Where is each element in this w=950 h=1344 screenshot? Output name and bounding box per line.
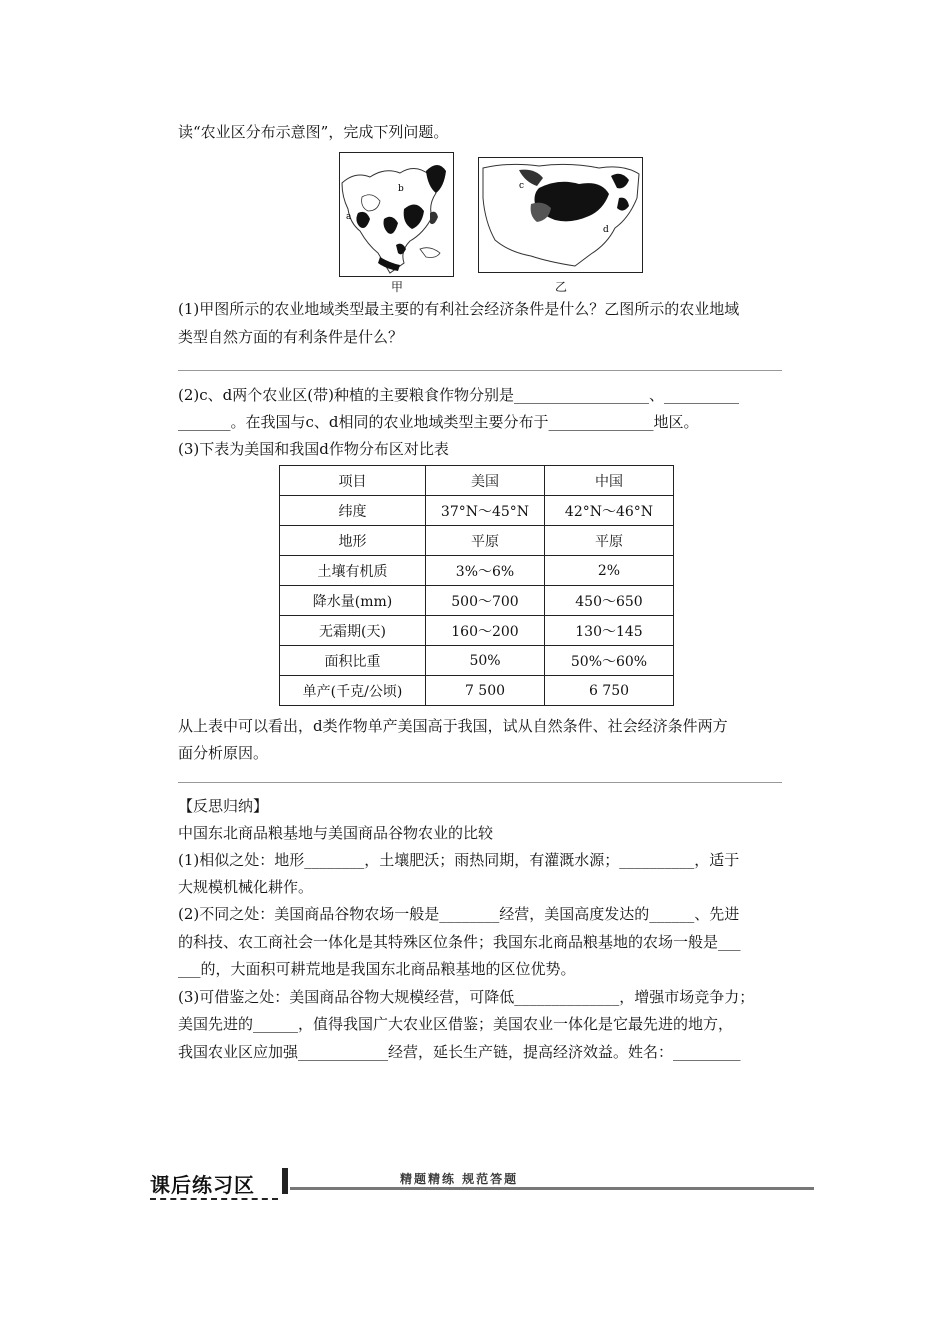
summary-title: 【反思归纳】	[178, 797, 269, 815]
summary-line: (1)相似之处：地形________，土壤肥沃；雨热同期，有灌溉水源；__________，适于	[178, 851, 740, 869]
map-label-c: c	[519, 181, 525, 191]
summary-line: ___的，大面积可耕荒地是我国东北商品粮基地的区位优势。	[178, 960, 576, 978]
table-cell: 50%～60%	[545, 646, 674, 676]
table-cell: 42°N～46°N	[545, 496, 674, 526]
summary-line: 的科技、农工商社会一体化是其特殊区位条件；我国东北商品粮基地的农场一般是___	[178, 933, 741, 951]
table-header-cell: 项目	[280, 466, 426, 496]
table-cell: 无霜期(天)	[280, 616, 426, 646]
table-cell: 6 750	[545, 676, 674, 706]
table-cell: 50%	[426, 646, 545, 676]
map-label-b: b	[398, 184, 404, 194]
table-cell: 地形	[280, 526, 426, 556]
table-header-cell: 美国	[426, 466, 545, 496]
q3-after-line2: 面分析原因。	[178, 744, 269, 762]
map-label-d: d	[603, 225, 609, 235]
table-cell: 土壤有机质	[280, 556, 426, 586]
section-title: 课后练习区	[150, 1173, 255, 1197]
section-slogan: 精题精练 规范答题	[400, 1172, 519, 1186]
table-row	[280, 676, 674, 706]
table-cell: 450～650	[545, 586, 674, 616]
map-jia-caption: 甲	[391, 280, 404, 294]
table-cell: 面积比重	[280, 646, 426, 676]
table-row	[280, 526, 674, 556]
q2-line1: (2)c、d两个农业区(带)种植的主要粮食作物分别是__________________、__________	[178, 386, 739, 404]
table-cell: 平原	[426, 526, 545, 556]
table-cell: 130～145	[545, 616, 674, 646]
table-row	[280, 496, 674, 526]
q2-line2: _______。在我国与c、d相同的农业地域类型主要分布于______________地区。	[178, 413, 699, 431]
table-cell: 2%	[545, 556, 674, 586]
table-cell: 纬度	[280, 496, 426, 526]
answer-line-1	[178, 370, 782, 371]
table-cell: 降水量(mm)	[280, 586, 426, 616]
summary-line: 我国农业区应加强____________经营，延长生产链，提高经济效益。姓名：_________	[178, 1043, 741, 1061]
title-underline	[150, 1198, 278, 1200]
section-banner	[150, 1166, 814, 1206]
map-yi	[478, 157, 643, 273]
summary-line: 大规模机械化耕作。	[178, 878, 314, 896]
table-row	[280, 556, 674, 586]
q1-line1: (1)甲图所示的农业地域类型最主要的有利社会经济条件是什么？乙图所示的农业地域	[178, 300, 740, 318]
table-header-cell: 中国	[545, 466, 674, 496]
summary-line: (2)不同之处：美国商品谷物农场一般是________经营，美国高度发达的______、先进	[178, 905, 740, 923]
table-cell: 3%～6%	[426, 556, 545, 586]
summary-line: (3)可借鉴之处：美国商品谷物大规模经营，可降低______________，增强市场竞争力；	[178, 988, 755, 1006]
map-yi-caption: 乙	[555, 280, 568, 294]
table-cell: 平原	[545, 526, 674, 556]
q3-title: (3)下表为美国和我国d作物分布区对比表	[178, 440, 449, 458]
answer-line-2	[178, 782, 782, 783]
table-cell: 单产(千克/公顷)	[280, 676, 426, 706]
table-cell: 160～200	[426, 616, 545, 646]
q3-after-line1: 从上表中可以看出，d类作物单产美国高于我国，试从自然条件、社会经济条件两方	[178, 717, 728, 735]
q1-line2: 类型自然方面的有利条件是什么？	[178, 328, 404, 346]
summary-subtitle: 中国东北商品粮基地与美国商品谷物农业的比较	[178, 824, 494, 842]
table-row	[280, 586, 674, 616]
table-row	[280, 616, 674, 646]
banner-bar	[282, 1168, 288, 1194]
banner-line	[290, 1187, 814, 1190]
table-header-row	[280, 466, 674, 496]
table-cell: 7 500	[426, 676, 545, 706]
summary-line: 美国先进的______，值得我国广大农业区借鉴；美国农业一体化是它最先进的地方，	[178, 1015, 734, 1033]
intro-text: 读“农业区分布示意图”，完成下列问题。	[178, 123, 449, 141]
table-row	[280, 646, 674, 676]
map-jia	[339, 152, 454, 277]
map-label-a: a	[346, 212, 352, 222]
table-cell: 37°N～45°N	[426, 496, 545, 526]
table-cell: 500～700	[426, 586, 545, 616]
comparison-table	[279, 465, 674, 706]
